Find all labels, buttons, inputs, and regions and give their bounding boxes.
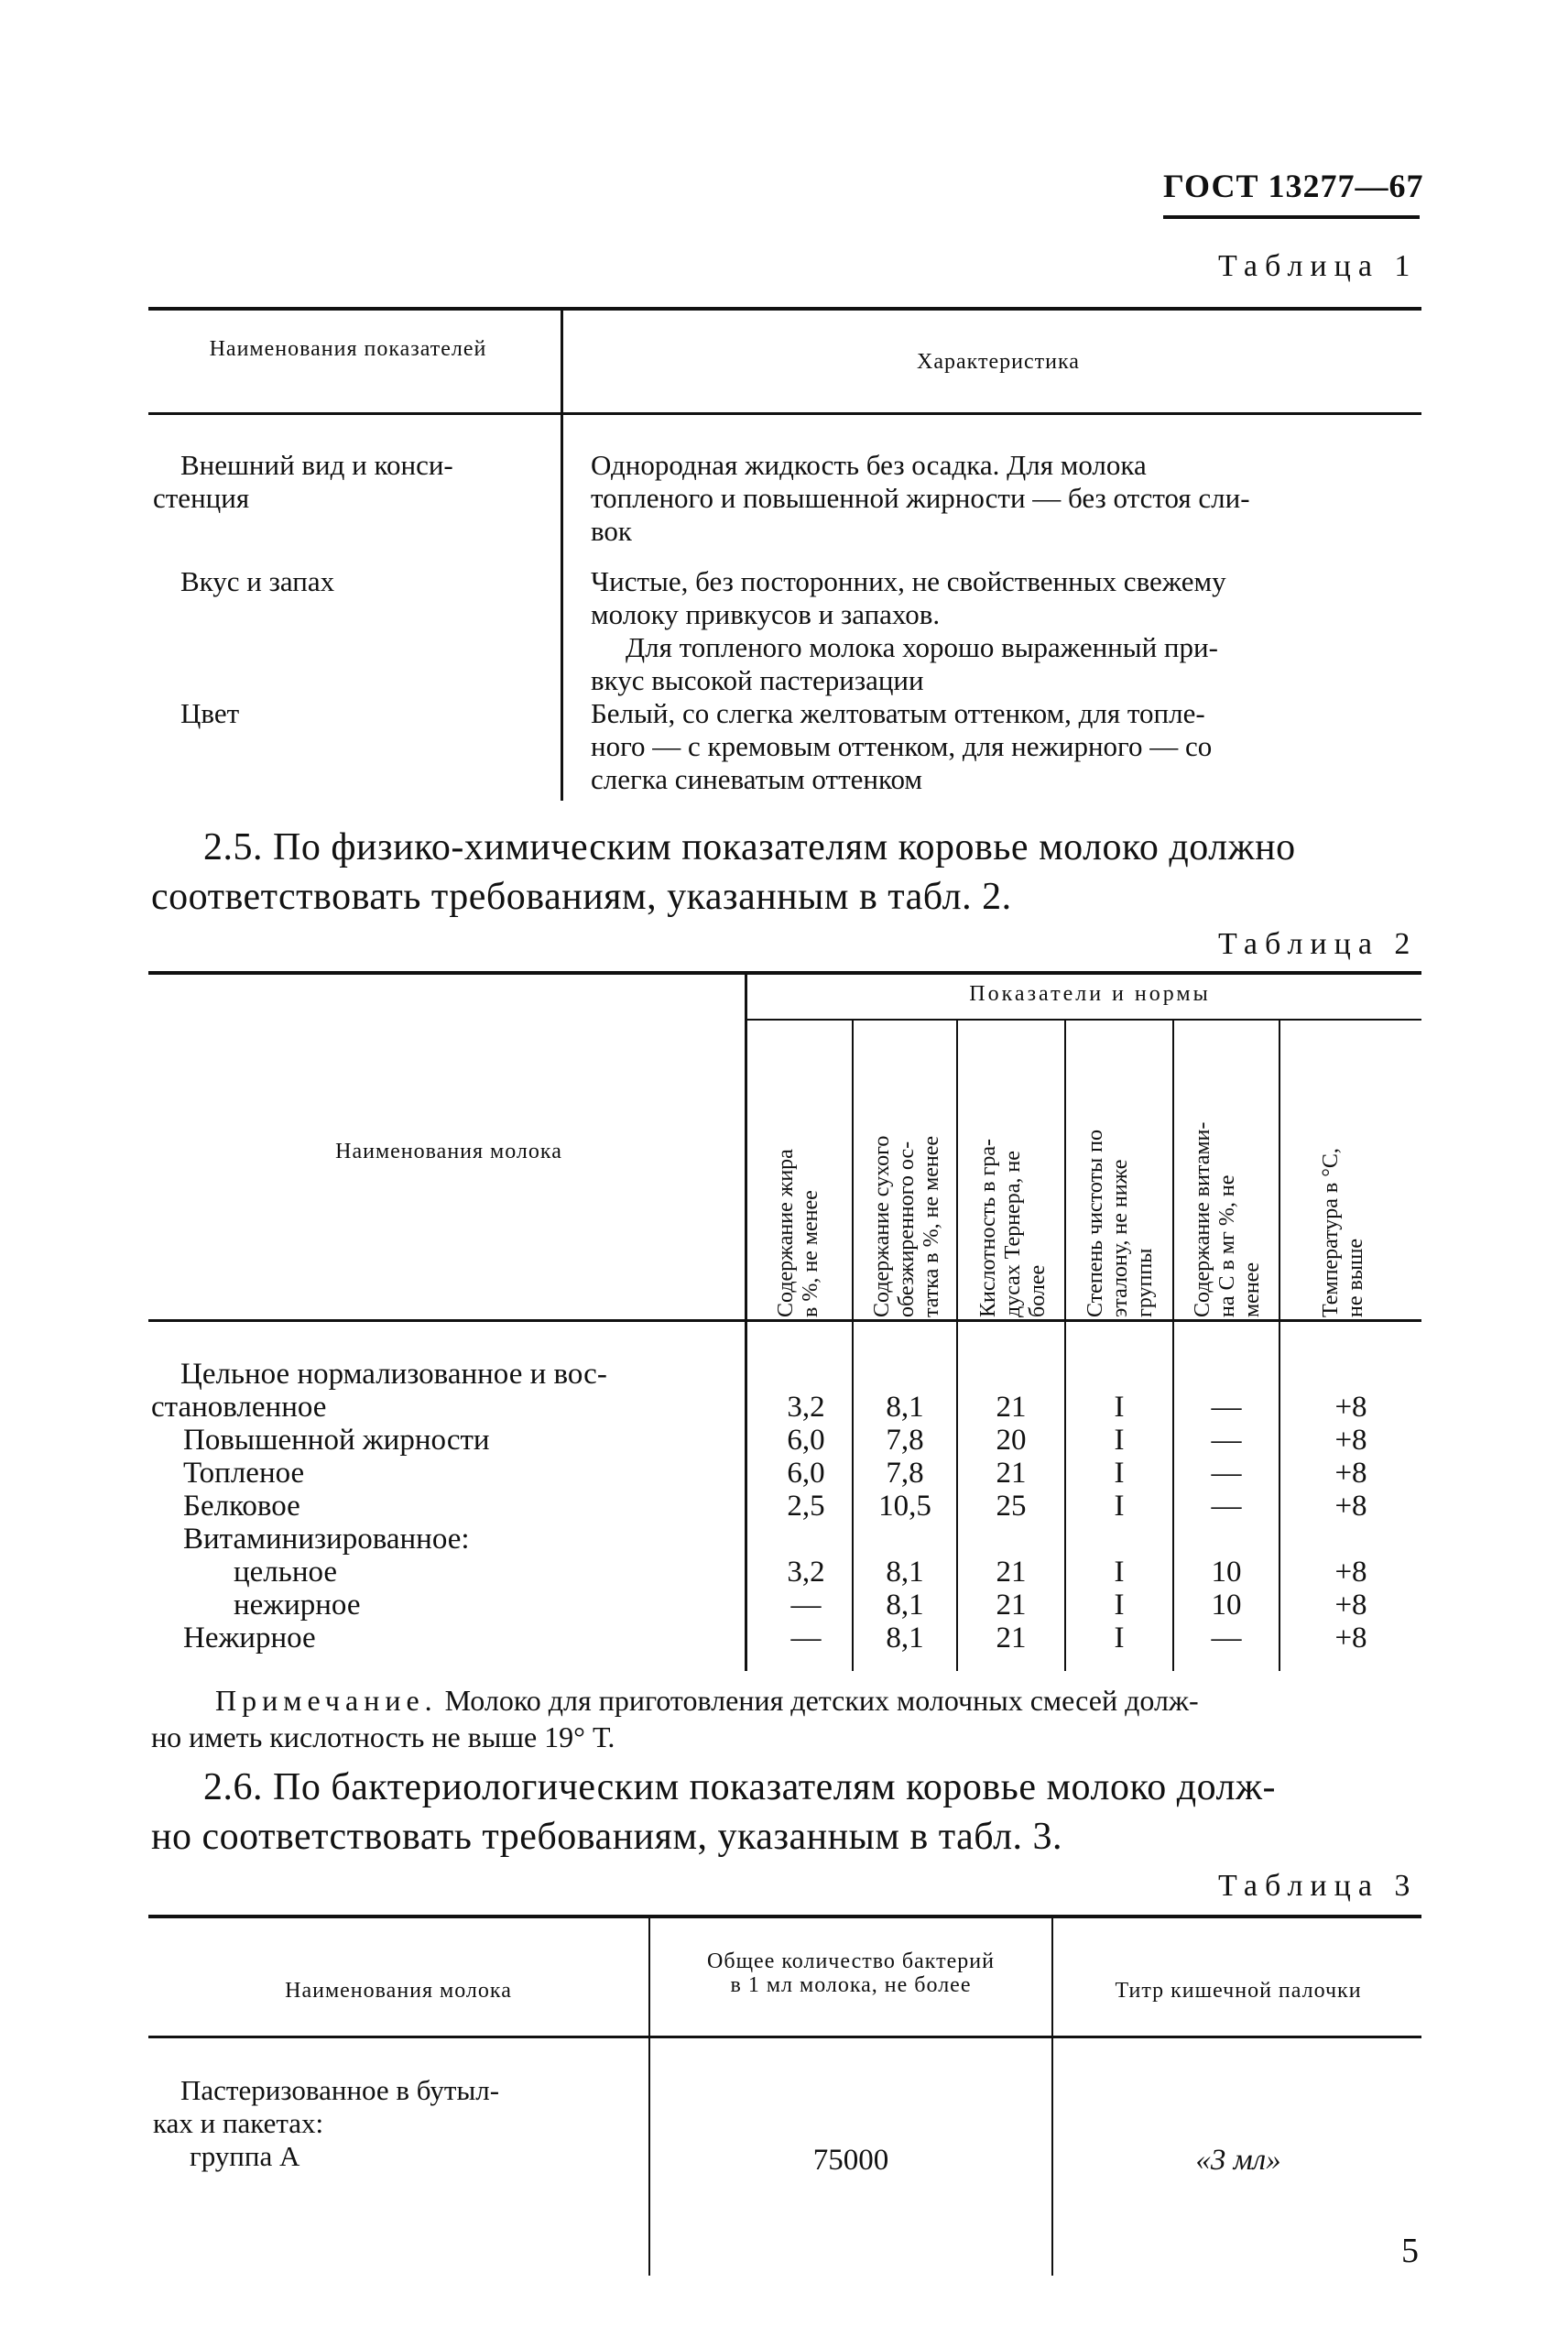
table2-col-divider bbox=[1064, 1021, 1066, 1671]
note-line1: Примечание. Молоко для приготовления детских молочных смесей долж- bbox=[215, 1684, 1199, 1717]
header-underline bbox=[1163, 215, 1420, 219]
table2-cell-acid: 21 bbox=[996, 1556, 1027, 1589]
table2-cell-dry: 8,1 bbox=[886, 1589, 924, 1622]
table2-cell-purity: I bbox=[1114, 1589, 1125, 1622]
table2-cell-fat: 3,2 bbox=[787, 1391, 825, 1424]
table1-row2-desc: Чистые, без посторонних, не свойственных свежему молоку привкусов и запахов. Для топленого молока хорошо выраженный при- вкус высокой пастеризации bbox=[591, 565, 1226, 696]
table2-cell-fat: 2,5 bbox=[787, 1490, 825, 1523]
table2-row-name: Белковое bbox=[183, 1490, 300, 1523]
page-number: 5 bbox=[1401, 2232, 1419, 2270]
table1-header-rule bbox=[148, 412, 1421, 415]
table2-cell-fat: — bbox=[790, 1622, 822, 1654]
table2-cell-dry: 8,1 bbox=[886, 1622, 924, 1654]
table2-cell-vitc: 10 bbox=[1211, 1589, 1242, 1622]
table1-row3-name: Цвет bbox=[180, 697, 240, 729]
table1-row1-name: Внешний вид и конси- стенция bbox=[153, 449, 453, 514]
table2-row-name: Витаминизированное: bbox=[183, 1523, 470, 1556]
table2-row-name: нежирное bbox=[234, 1589, 361, 1622]
note-line2: но иметь кислотность не выше 19° Т. bbox=[151, 1720, 615, 1753]
table2-caption: Таблица 2 bbox=[1218, 927, 1418, 961]
table2-group-header: Показатели и нормы bbox=[969, 982, 1211, 1006]
table3-col3-header: Титр кишечной палочки bbox=[1115, 1979, 1362, 2003]
table3-col1-header: Наименования молока bbox=[285, 1979, 512, 2003]
table2-cell-temp: +8 bbox=[1334, 1424, 1367, 1457]
table3-row-name: Пастеризованное в бутыл- ках и пакетах: группа А bbox=[153, 2074, 500, 2172]
table2-col-dry-header: Содержание сухого обезжиренного ос- татка в %, не менее bbox=[870, 1135, 943, 1317]
table1-row1-desc: Однородная жидкость без осадка. Для молока топленого и повышенной жирности — без отстоя сли- вок bbox=[591, 449, 1250, 547]
table2-col-divider bbox=[1279, 1021, 1280, 1671]
table2-cell-fat: 6,0 bbox=[787, 1424, 825, 1457]
table2-cell-temp: +8 bbox=[1334, 1490, 1367, 1523]
table2-cell-dry: 8,1 bbox=[886, 1391, 924, 1424]
table2-cell-acid: 21 bbox=[996, 1589, 1027, 1622]
table3-bacteria-value: 75000 bbox=[812, 2144, 889, 2177]
para-2-5-line2: соответствовать требованиям, указанным в табл. 2. bbox=[151, 876, 1012, 918]
table2-cell-temp: +8 bbox=[1334, 1622, 1367, 1654]
table2-cell-vitc: — bbox=[1211, 1490, 1242, 1523]
table2-cell-purity: I bbox=[1114, 1490, 1125, 1523]
document-code: ГОСТ 13277—67 bbox=[1163, 168, 1424, 204]
table2-cell-purity: I bbox=[1114, 1622, 1125, 1654]
table2-cell-purity: I bbox=[1114, 1457, 1125, 1490]
table2-cell-temp: +8 bbox=[1334, 1589, 1367, 1622]
table2-cell-acid: 25 bbox=[996, 1490, 1027, 1523]
table2-row-name: становленное bbox=[151, 1391, 327, 1424]
table2-cell-vitc: 10 bbox=[1211, 1556, 1242, 1589]
table2-row-name: Нежирное bbox=[183, 1622, 316, 1654]
table2-row-name: Повышенной жирности bbox=[183, 1424, 490, 1457]
table2-cell-vitc: — bbox=[1211, 1457, 1242, 1490]
table2-col-temp-header: Температура в °С, не выше bbox=[1319, 1148, 1367, 1317]
table3-col-divider bbox=[1051, 1918, 1053, 2276]
table2-cell-dry: 10,5 bbox=[878, 1490, 931, 1523]
table2-cell-vitc: — bbox=[1211, 1424, 1242, 1457]
table2-cell-fat: 6,0 bbox=[787, 1457, 825, 1490]
table2-top-rule bbox=[148, 971, 1421, 975]
table2-cell-purity: I bbox=[1114, 1391, 1125, 1424]
table2-cell-acid: 20 bbox=[996, 1424, 1027, 1457]
table3-col-divider bbox=[648, 1918, 650, 2276]
table3-top-rule bbox=[148, 1915, 1421, 1918]
table2-cell-acid: 21 bbox=[996, 1457, 1027, 1490]
table2-col-divider bbox=[1172, 1021, 1174, 1671]
table1-col-divider bbox=[561, 311, 563, 801]
table2-col-purity-header: Степень чистоты по эталону, не ниже группы bbox=[1083, 1130, 1157, 1317]
para-2-5-line1: 2.5. По физико-химическим показателям коровье молоко должно bbox=[203, 826, 1296, 868]
table2-header-rule bbox=[148, 1319, 1421, 1322]
table2-col-divider bbox=[852, 1021, 854, 1671]
table2-col-vitc-header: Содержание витами- на С в мг %, не менее bbox=[1191, 1121, 1264, 1317]
table1-row3-desc: Белый, со слегка желтоватым оттенком, для топле- ного — с кремовым оттенком, для нежирного — со слегка синеватым оттенком bbox=[591, 697, 1213, 795]
table1-col2-header: Характеристика bbox=[917, 350, 1080, 374]
table2-cell-temp: +8 bbox=[1334, 1457, 1367, 1490]
table1-caption: Таблица 1 bbox=[1218, 249, 1418, 283]
table3-col2-header: Общее количество бактерий в 1 мл молока, не более bbox=[707, 1949, 995, 1997]
table2-name-divider bbox=[745, 975, 747, 1671]
table2-cell-temp: +8 bbox=[1334, 1556, 1367, 1589]
table2-cell-temp: +8 bbox=[1334, 1391, 1367, 1424]
table1-col1-header: Наименования показателей bbox=[209, 337, 487, 361]
table2-cell-fat: 3,2 bbox=[787, 1556, 825, 1589]
table2-cell-purity: I bbox=[1114, 1424, 1125, 1457]
table2-row-name: цельное bbox=[234, 1556, 338, 1589]
table2-col-acid-header: Кислотность в гра- дусах Тернера, не более bbox=[976, 1139, 1050, 1317]
table2-name-header: Наименования молока bbox=[335, 1140, 562, 1163]
table3-titer-value: «3 мл» bbox=[1195, 2144, 1281, 2177]
table2-cell-acid: 21 bbox=[996, 1622, 1027, 1654]
table2-cell-vitc: — bbox=[1211, 1622, 1242, 1654]
table2-cell-purity: I bbox=[1114, 1556, 1125, 1589]
table2-col-divider bbox=[956, 1021, 958, 1671]
table1-top-rule bbox=[148, 307, 1421, 311]
table3-header-rule bbox=[148, 2036, 1421, 2038]
para-2-6-line1: 2.6. По бактериологическим показателям коровье молоко долж- bbox=[203, 1766, 1277, 1808]
table2-cell-fat: — bbox=[790, 1589, 822, 1622]
table1-row2-name: Вкус и запах bbox=[180, 565, 335, 597]
table2-cell-dry: 7,8 bbox=[886, 1424, 924, 1457]
table2-group-rule bbox=[747, 1019, 1421, 1021]
table2-row-name: Цельное нормализованное и вос- bbox=[180, 1358, 607, 1391]
table2-cell-acid: 21 bbox=[996, 1391, 1027, 1424]
table2-col-fat-header: Содержание жира в %, не менее bbox=[774, 1149, 822, 1317]
table2-cell-vitc: — bbox=[1211, 1391, 1242, 1424]
table2-cell-dry: 7,8 bbox=[886, 1457, 924, 1490]
table2-row-name: Топленое bbox=[183, 1457, 305, 1490]
para-2-6-line2: но соответствовать требованиям, указанным в табл. 3. bbox=[151, 1816, 1063, 1858]
table3-caption: Таблица 3 bbox=[1218, 1869, 1418, 1903]
table2-cell-dry: 8,1 bbox=[886, 1556, 924, 1589]
